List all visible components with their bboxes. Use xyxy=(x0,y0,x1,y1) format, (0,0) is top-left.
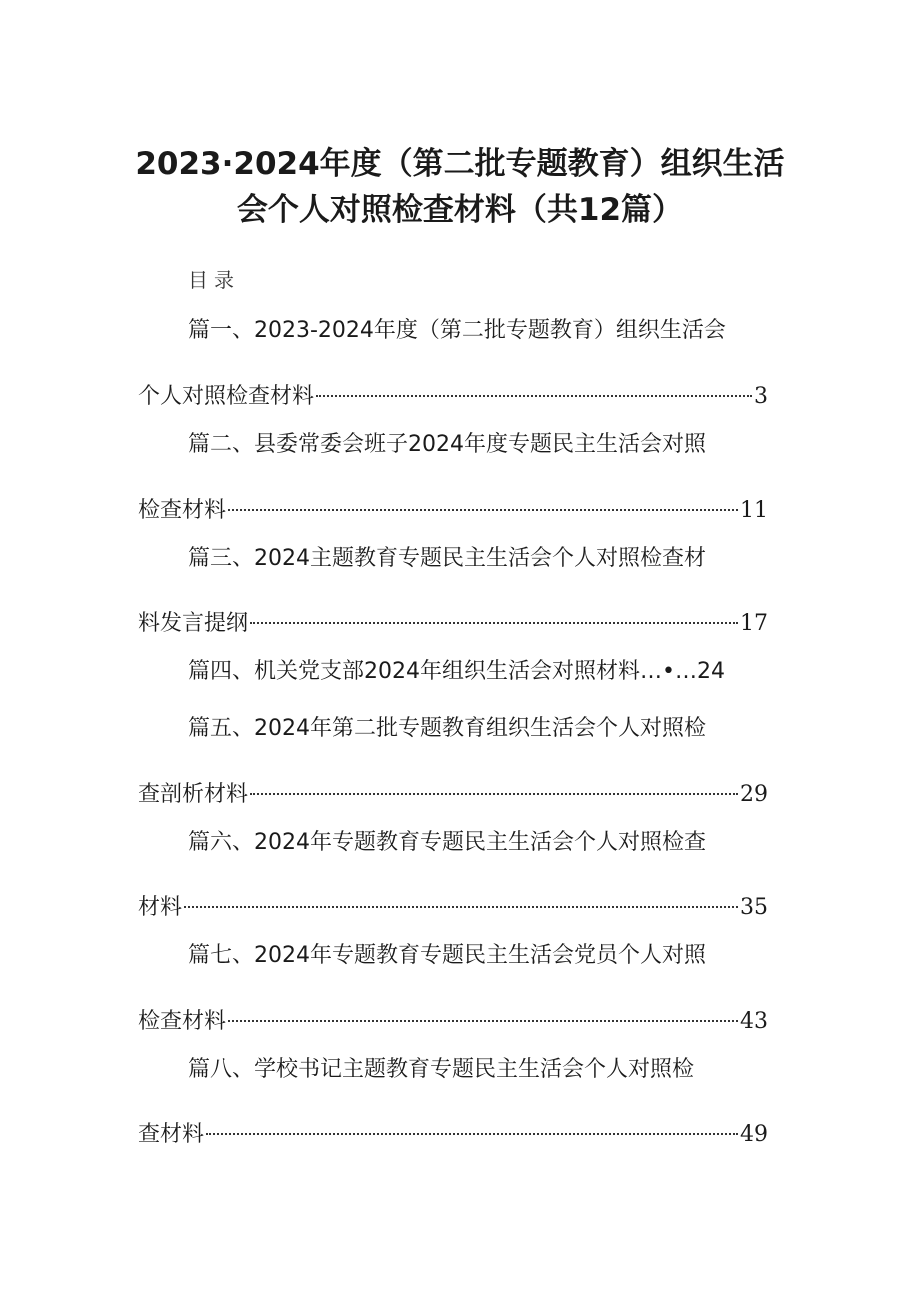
toc-entry-2-page: 11 xyxy=(740,498,768,523)
toc-entry-5-line-1[interactable]: 篇五、2024年第二批专题教育组织生活会个人对照检 xyxy=(188,716,706,741)
toc-entry-6-line-1[interactable]: 篇六、2024年专题教育专题民主生活会个人对照检查 xyxy=(188,830,706,855)
toc-entry-5-text: 查剖析材料 xyxy=(138,782,249,807)
toc-entry-8-page: 49 xyxy=(740,1122,768,1147)
toc-entry-8-text: 查材料 xyxy=(138,1122,205,1147)
toc-entry-4[interactable]: 篇四、机关党支部2024年组织生活会对照材料…•…24 xyxy=(188,659,725,684)
toc-entry-6-text: 材料 xyxy=(138,895,183,920)
toc-entry-3-text: 料发言提纲 xyxy=(138,611,249,636)
toc-entry-7-page: 43 xyxy=(740,1009,768,1034)
toc-entry-6-line-2[interactable] xyxy=(138,884,768,920)
document-title-line-1: 2023·2024年度（第二批专题教育）组织生活 xyxy=(135,146,785,182)
document-title-line-2: 会个人对照检查材料（共12篇） xyxy=(236,192,684,228)
toc-entry-1-page: 3 xyxy=(754,384,768,409)
toc-entry-7-text: 检查材料 xyxy=(138,1009,227,1034)
toc-entry-2-text: 检查材料 xyxy=(138,498,227,523)
toc-leader-dots xyxy=(206,1111,738,1141)
toc-entry-3-line-2[interactable] xyxy=(138,600,768,636)
toc-entry-2-line-1[interactable]: 篇二、县委常委会班子2024年度专题民主生活会对照 xyxy=(188,432,706,457)
toc-entry-5-page: 29 xyxy=(740,782,768,807)
toc-leader-dots xyxy=(228,998,738,1028)
toc-entry-8-line-1[interactable]: 篇八、学校书记主题教育专题民主生活会个人对照检 xyxy=(188,1057,695,1082)
toc-entry-3-line-1[interactable]: 篇三、2024主题教育专题民主生活会个人对照检查材 xyxy=(188,546,706,571)
toc-entry-1-line-1[interactable]: 篇一、2023-2024年度（第二批专题教育）组织生活会 xyxy=(188,318,726,343)
toc-entry-5-line-2[interactable] xyxy=(138,771,768,807)
toc-leader-dots xyxy=(316,373,752,403)
toc-entry-7-line-1[interactable]: 篇七、2024年专题教育专题民主生活会党员个人对照 xyxy=(188,943,706,968)
toc-heading: 目录 xyxy=(188,268,240,292)
toc-entry-1-line-2[interactable] xyxy=(138,373,768,409)
toc-entry-6-page: 35 xyxy=(740,895,768,920)
toc-entry-8-line-2[interactable] xyxy=(138,1111,768,1147)
toc-entry-1-text: 个人对照检查材料 xyxy=(138,384,315,409)
toc-leader-dots xyxy=(250,600,738,630)
toc-leader-dots xyxy=(250,771,738,801)
toc-entry-7-line-2[interactable] xyxy=(138,998,768,1034)
toc-leader-dots xyxy=(228,487,738,517)
toc-leader-dots xyxy=(184,884,738,914)
toc-entry-2-line-2[interactable] xyxy=(138,487,768,523)
toc-entry-3-page: 17 xyxy=(740,611,768,636)
